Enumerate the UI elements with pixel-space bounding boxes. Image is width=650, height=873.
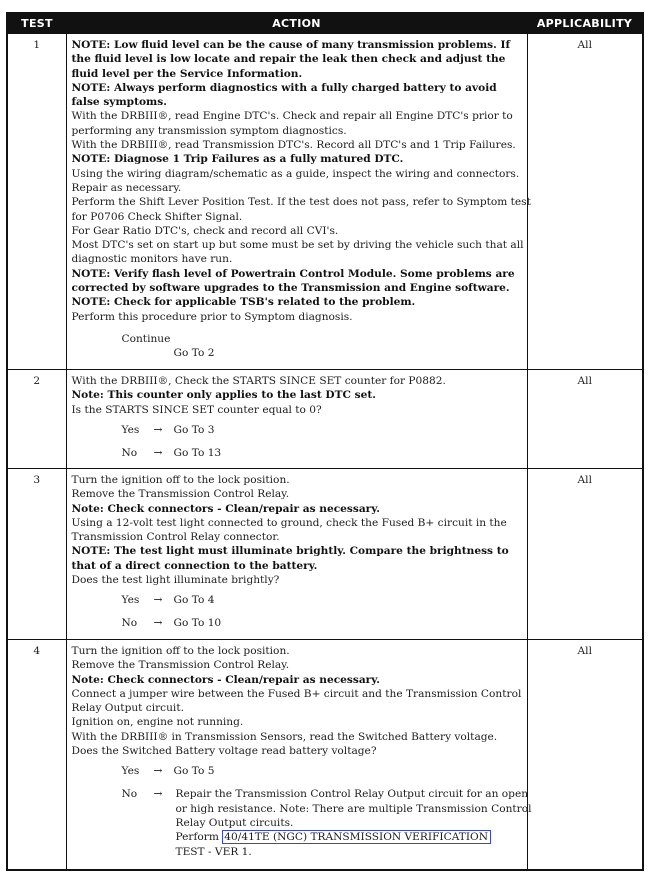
applicability: All bbox=[527, 34, 643, 370]
instruction-line: With the DRBIII®, read Engine DTC's. Check and repair all Engine DTC's prior to bbox=[71, 110, 513, 123]
applicability: All bbox=[527, 640, 643, 870]
verification-test-link[interactable]: 40/41TE (NGC) TRANSMISSION VERIFICATION bbox=[222, 830, 491, 844]
test-number: 1 bbox=[7, 34, 66, 370]
action-lines bbox=[72, 374, 521, 417]
no-option bbox=[72, 610, 521, 633]
instruction-line: for P0706 Check Shifter Signal. bbox=[71, 210, 243, 223]
goto-link[interactable]: Go To 4 bbox=[173, 594, 215, 607]
arrow-icon: → bbox=[153, 788, 163, 801]
action-lines bbox=[71, 38, 531, 324]
test-row-3 bbox=[7, 469, 643, 640]
goto-link[interactable]: Go To 3 bbox=[173, 423, 215, 436]
header-applicability: APPLICABILITY bbox=[527, 13, 643, 34]
instruction-line: Connect a jumper wire between the Fused B+ circuit and the Transmission Control bbox=[71, 687, 522, 700]
arrow-icon: → bbox=[153, 594, 163, 607]
instruction-line: Remove the Transmission Control Relay. bbox=[71, 659, 290, 672]
note-line: Note: Check connectors - Clean/repair as necessary. bbox=[71, 502, 380, 515]
applicability: All bbox=[527, 469, 643, 640]
note-line: NOTE: Low fluid level can be the cause of many transmission problems. If bbox=[71, 39, 511, 51]
instruction-line: Does the test light illuminate brightly? bbox=[71, 574, 280, 587]
repair-instructions bbox=[175, 787, 532, 858]
instruction-line: With the DRBIII®, read Transmission DTC's. Record all DTC's and 1 Trip Failures. bbox=[71, 139, 516, 152]
instruction-line: With the DRBIII® in Transmission Sensors, read the Switched Battery voltage. bbox=[71, 730, 498, 743]
goto-link[interactable]: Go To 5 bbox=[173, 765, 215, 778]
instruction-line: For Gear Ratio DTC's, check and record all CVI's. bbox=[71, 224, 339, 237]
yes-option bbox=[72, 587, 521, 610]
header-action: ACTION bbox=[66, 13, 527, 34]
instruction-line: Turn the ignition off to the lock position. bbox=[71, 474, 290, 486]
action-lines bbox=[72, 644, 521, 758]
option-label: Yes bbox=[121, 423, 140, 436]
perform-label: Perform bbox=[175, 831, 219, 844]
instruction-line: Turn the ignition off to the lock position. bbox=[71, 645, 290, 657]
instruction-line: Most DTC's set on start up but some must be set by driving the vehicle such that all bbox=[71, 239, 524, 252]
note-line: NOTE: Verify flash level of Powertrain Control Module. Some problems are bbox=[71, 267, 515, 280]
continue-label: Continue bbox=[121, 332, 171, 345]
perform-line bbox=[176, 830, 528, 844]
instruction-line: diagnostic monitors have run. bbox=[71, 253, 233, 266]
instruction-line: Is the STARTS SINCE SET counter equal to 0? bbox=[71, 403, 322, 416]
action-lines bbox=[72, 473, 521, 587]
repair-line: or high resistance. Note: There are multiple Transmission Control bbox=[175, 802, 532, 815]
test-action bbox=[66, 370, 527, 469]
note-line: the fluid level is low locate and repair the leak then check and adjust the bbox=[71, 53, 506, 66]
goto-link[interactable]: Go To 10 bbox=[173, 617, 222, 630]
instruction-line: Does the Switched Battery voltage read battery voltage? bbox=[71, 745, 377, 758]
option-label: No bbox=[121, 446, 138, 459]
note-line: NOTE: Check for applicable TSB's related to the problem. bbox=[71, 296, 416, 309]
arrow-icon: → bbox=[153, 765, 163, 778]
instruction-line: Ignition on, engine not running. bbox=[71, 716, 244, 729]
header-test: TEST bbox=[7, 13, 66, 34]
table-header-row bbox=[7, 13, 643, 34]
arrow-icon: → bbox=[153, 446, 163, 459]
yes-option bbox=[72, 758, 521, 781]
arrow-icon: → bbox=[153, 423, 163, 436]
instruction-line: Repair as necessary. bbox=[71, 181, 182, 194]
test-number: 2 bbox=[7, 370, 66, 469]
test-number: 4 bbox=[7, 640, 66, 870]
yes-option bbox=[72, 417, 521, 440]
perform-tail: TEST - VER 1. bbox=[175, 845, 252, 858]
note-line: fluid level per the Service Information. bbox=[71, 67, 303, 80]
diagnostic-page bbox=[6, 12, 642, 871]
test-row-4 bbox=[7, 640, 643, 870]
instruction-line: Relay Output circuit. bbox=[71, 702, 184, 715]
test-row-2 bbox=[7, 370, 643, 469]
diagnostic-table bbox=[6, 12, 644, 871]
no-option bbox=[72, 440, 521, 463]
instruction-line: Perform this procedure prior to Symptom diagnosis. bbox=[71, 310, 353, 323]
no-option bbox=[72, 781, 532, 863]
goto-link[interactable]: Go To 2 bbox=[173, 346, 215, 359]
note-line: Note: Check connectors - Clean/repair as necessary. bbox=[71, 673, 380, 686]
instruction-line: Remove the Transmission Control Relay. bbox=[71, 488, 290, 501]
repair-line: Relay Output circuits. bbox=[175, 816, 294, 829]
applicability: All bbox=[527, 370, 643, 469]
test-action bbox=[66, 640, 532, 870]
continue-block bbox=[72, 324, 521, 358]
note-line: NOTE: The test light must illuminate brightly. Compare the brightness to bbox=[71, 545, 509, 558]
note-line: that of a direct connection to the battery. bbox=[71, 559, 318, 572]
instruction-line: Perform the Shift Lever Position Test. If the test does not pass, refer to Symptom test bbox=[71, 196, 531, 209]
instruction-line: Transmission Control Relay connector. bbox=[71, 531, 280, 544]
instruction-line: With the DRBIII®, Check the STARTS SINCE SET counter for P0882. bbox=[71, 375, 446, 387]
arrow-icon: → bbox=[153, 617, 163, 630]
repair-line: Repair the Transmission Control Relay Output circuit for an open bbox=[175, 788, 529, 801]
note-line: NOTE: Always perform diagnostics with a fully charged battery to avoid bbox=[71, 81, 497, 94]
option-label: Yes bbox=[121, 594, 140, 607]
test-action bbox=[66, 34, 531, 370]
instruction-line: Using a 12-volt test light connected to ground, check the Fused B+ circuit in the bbox=[71, 516, 507, 529]
note-line: false symptoms. bbox=[71, 96, 167, 109]
option-label: No bbox=[121, 788, 138, 801]
test-action bbox=[66, 469, 527, 640]
goto-link[interactable]: Go To 13 bbox=[173, 446, 222, 459]
instruction-line: Using the wiring diagram/schematic as a guide, inspect the wiring and connectors. bbox=[71, 167, 520, 180]
note-line: corrected by software upgrades to the Transmission and Engine software. bbox=[71, 282, 510, 295]
note-line: NOTE: Diagnose 1 Trip Failures as a fully matured DTC. bbox=[71, 153, 404, 166]
option-label: No bbox=[121, 617, 138, 630]
instruction-line: performing any transmission symptom diagnostics. bbox=[71, 124, 347, 137]
note-line: Note: This counter only applies to the last DTC set. bbox=[71, 389, 376, 402]
option-label: Yes bbox=[121, 765, 140, 778]
test-number: 3 bbox=[7, 469, 66, 640]
test-row-1 bbox=[7, 34, 643, 370]
